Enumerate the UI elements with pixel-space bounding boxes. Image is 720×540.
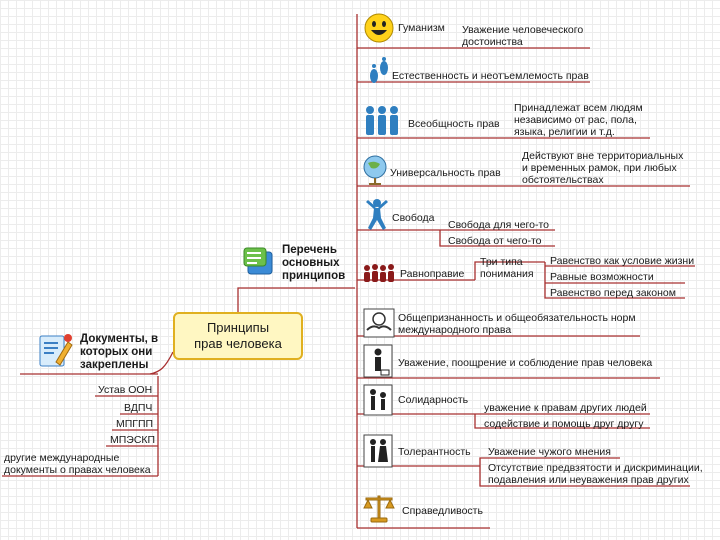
universal-detail[interactable] (514, 102, 643, 138)
equality-types-line2: понимания (480, 268, 534, 280)
principle-recognition-line2: международного права (398, 324, 512, 336)
principle-justice[interactable]: Справедливость (402, 505, 483, 517)
tolerance-opinion[interactable]: Уважение чужого мнения (488, 446, 611, 458)
central-topic[interactable] (173, 312, 303, 360)
principle-equality[interactable]: Равноправие (400, 268, 465, 280)
principle-natural[interactable]: Естественность и неотъемлемость прав (392, 70, 589, 82)
equality-item-life[interactable]: Равенство как условие жизни (550, 255, 695, 267)
docs-topic-line2: которых они (80, 346, 153, 358)
solidarity-help[interactable]: содействие и помощь друг другу (484, 418, 644, 430)
principle-humanism[interactable]: Гуманизм (398, 22, 445, 34)
list-topic-line3: принципов (282, 270, 346, 282)
principle-freedom[interactable]: Свобода (392, 212, 435, 224)
equality-types-line1: Три типа (480, 256, 523, 268)
list-topic-line1: Перечень (282, 244, 337, 256)
humanism-detail-line2: достоинства (462, 36, 523, 48)
principle-solidarity[interactable]: Солидарность (398, 394, 469, 406)
principle-recognition-line1: Общепризнанность и общеобязательность норм (398, 312, 636, 324)
jumping-person-icon (364, 198, 390, 232)
principle-universal[interactable]: Всеобщность прав (408, 118, 500, 130)
docs-topic[interactable] (80, 333, 158, 372)
universal-detail-line1: Принадлежат всем людям (514, 102, 643, 114)
two-people-icon (363, 434, 393, 468)
humanism-detail-line1: Уважение человеческого (462, 24, 584, 36)
universality-detail-line1: Действуют вне территориальных (522, 150, 684, 162)
universal-detail-line3: языка, религии и т.д. (514, 126, 615, 138)
universality-detail-line3: обстоятельствах (522, 174, 604, 186)
universality-detail[interactable] (522, 150, 683, 186)
list-topic-line2: основных (282, 257, 340, 269)
principle-tolerance[interactable]: Толерантность (398, 446, 471, 458)
doc-item-other-line1: другие международные (4, 452, 120, 464)
doc-item-other[interactable] (4, 452, 151, 476)
person-card-icon (363, 344, 393, 378)
helping-figures-icon (363, 384, 393, 416)
doc-item-un-charter[interactable]: Устав ООН (98, 384, 153, 396)
principle-recognition[interactable] (398, 312, 636, 336)
principle-respect[interactable]: Уважение, поощрение и соблюдение прав человека (398, 357, 653, 369)
equality-item-law[interactable]: Равенство перед законом (550, 287, 676, 299)
docs-topic-line1: Документы, в (80, 333, 159, 345)
document-pencil-icon (36, 332, 74, 370)
people-group-icon (362, 104, 402, 138)
hands-globe-icon (363, 308, 395, 338)
central-topic-line1: Принципы (206, 320, 270, 335)
doc-item-iccpr[interactable]: МПГПП (116, 418, 154, 430)
equality-item-opportunities[interactable]: Равные возможности (550, 271, 654, 283)
tolerance-no-discrimination[interactable] (488, 462, 703, 486)
universal-detail-line2: независимо от рас, пола, (514, 114, 637, 126)
tolerance-no-discrimination-line2: подавления или неуважения прав других (488, 474, 689, 486)
freedom-for[interactable]: Свобода для чего-то (448, 219, 550, 231)
equality-types[interactable] (480, 256, 534, 280)
doc-item-icescr[interactable]: МПЭСКП (110, 434, 156, 446)
solidarity-respect[interactable]: уважение к правам других людей (484, 402, 647, 414)
principle-universality[interactable]: Универсальность прав (390, 167, 501, 179)
globe-icon (362, 154, 388, 186)
central-topic-line2: прав человека (194, 336, 282, 351)
docs-topic-line3: закреплены (80, 359, 149, 371)
humanism-detail[interactable] (462, 24, 583, 48)
doc-item-other-line2: документы о правах человека (4, 464, 151, 476)
universality-detail-line2: и временных рамок, при любых (522, 162, 677, 174)
list-topic[interactable] (282, 244, 345, 283)
scales-icon (362, 492, 396, 524)
footprints-icon (366, 56, 392, 90)
clipboard-list-icon (242, 246, 276, 278)
freedom-from[interactable]: Свобода от чего-то (448, 235, 542, 247)
doc-item-udhr[interactable]: ВДПЧ (124, 402, 153, 414)
smiley-icon (363, 12, 395, 44)
crowd-icon (362, 262, 398, 282)
tolerance-no-discrimination-line1: Отсутствие предвзятости и дискриминации, (488, 462, 703, 474)
